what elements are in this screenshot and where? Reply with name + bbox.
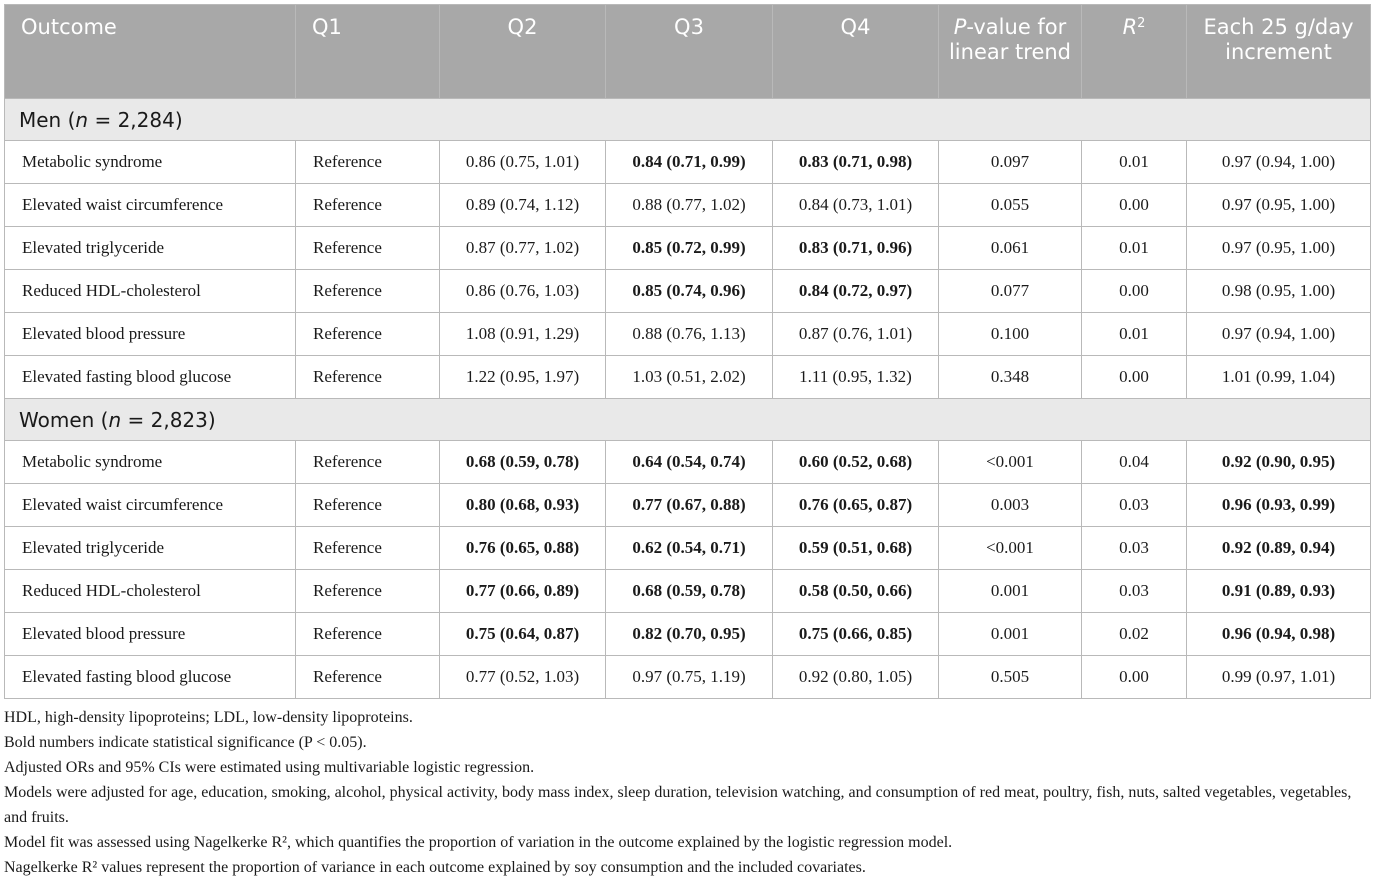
cell-increment: 0.96 (0.94, 0.98) [1187, 613, 1371, 656]
table-row [5, 270, 1371, 313]
group-label [5, 399, 1371, 441]
table-row [5, 656, 1371, 699]
cell-q1: Reference [296, 527, 440, 570]
cell-q1: Reference [296, 270, 440, 313]
cell-q2: 0.68 (0.59, 0.78) [440, 441, 606, 484]
cell-p-value: 0.077 [939, 270, 1082, 313]
cell-r-squared: 0.00 [1082, 656, 1187, 699]
footnote: Model fit was assessed using Nagelkerke R², which quantifies the proportion of variation in the outcome explained by the logistic regression model. [4, 834, 953, 851]
cell-outcome: Elevated triglyceride [5, 227, 296, 270]
table-footnotes [4, 705, 1370, 880]
cell-q1: Reference [296, 484, 440, 527]
cell-q4: 0.83 (0.71, 0.96) [773, 227, 939, 270]
cell-increment: 0.96 (0.93, 0.99) [1187, 484, 1371, 527]
footnote: Models were adjusted for age, education, smoking, alcohol, physical activity, body mass index, sleep duration, television watching, and consumption of red meat, poultry, fish, nuts, salted vegetables, vegetables, and fruits. [4, 784, 1352, 826]
group-label-n: n [75, 107, 89, 132]
cell-r-squared: 0.02 [1082, 613, 1187, 656]
cell-q2: 0.87 (0.77, 1.02) [440, 227, 606, 270]
cell-outcome: Reduced HDL-cholesterol [5, 570, 296, 613]
cell-increment: 0.97 (0.95, 1.00) [1187, 184, 1371, 227]
header-p-value [939, 5, 1082, 99]
table-row [5, 441, 1371, 484]
table-row [5, 484, 1371, 527]
cell-q3: 0.62 (0.54, 0.71) [606, 527, 773, 570]
cell-q3: 1.03 (0.51, 2.02) [606, 356, 773, 399]
cell-q3: 0.85 (0.74, 0.96) [606, 270, 773, 313]
header-r-sup: 2 [1137, 16, 1146, 31]
header-outcome: Outcome [5, 5, 296, 99]
cell-q3: 0.85 (0.72, 0.99) [606, 227, 773, 270]
cell-r-squared: 0.03 [1082, 527, 1187, 570]
cell-outcome: Elevated waist circumference [5, 184, 296, 227]
cell-r-squared: 0.00 [1082, 356, 1187, 399]
group-label-suffix: = 2,823) [121, 407, 216, 432]
header-q3: Q3 [606, 5, 773, 99]
cell-q2: 0.86 (0.75, 1.01) [440, 141, 606, 184]
cell-q4: 0.84 (0.73, 1.01) [773, 184, 939, 227]
cell-r-squared: 0.03 [1082, 484, 1187, 527]
footnote: Nagelkerke R² values represent the proportion of variance in each outcome explained by soy consumption and the included covariates. [4, 859, 866, 876]
cell-q4: 0.59 (0.51, 0.68) [773, 527, 939, 570]
cell-q2: 0.89 (0.74, 1.12) [440, 184, 606, 227]
cell-p-value: <0.001 [939, 441, 1082, 484]
table-row [5, 613, 1371, 656]
cell-increment: 1.01 (0.99, 1.04) [1187, 356, 1371, 399]
cell-increment: 0.97 (0.94, 1.00) [1187, 141, 1371, 184]
cell-increment: 0.99 (0.97, 1.01) [1187, 656, 1371, 699]
cell-p-value: 0.100 [939, 313, 1082, 356]
cell-q1: Reference [296, 613, 440, 656]
cell-r-squared: 0.04 [1082, 441, 1187, 484]
cell-q1: Reference [296, 570, 440, 613]
cell-r-squared: 0.01 [1082, 141, 1187, 184]
cell-q3: 0.84 (0.71, 0.99) [606, 141, 773, 184]
cell-q1: Reference [296, 184, 440, 227]
cell-p-value: 0.348 [939, 356, 1082, 399]
cell-q2: 0.77 (0.52, 1.03) [440, 656, 606, 699]
cell-q3: 0.97 (0.75, 1.19) [606, 656, 773, 699]
table-header [5, 5, 1371, 99]
header-r-squared [1082, 5, 1187, 99]
cell-increment: 0.98 (0.95, 1.00) [1187, 270, 1371, 313]
group-label-prefix: Women ( [19, 407, 109, 432]
cell-q4: 1.11 (0.95, 1.32) [773, 356, 939, 399]
cell-outcome: Elevated blood pressure [5, 613, 296, 656]
cell-q3: 0.68 (0.59, 0.78) [606, 570, 773, 613]
table-row [5, 141, 1371, 184]
cell-q4: 0.87 (0.76, 1.01) [773, 313, 939, 356]
cell-q4: 0.92 (0.80, 1.05) [773, 656, 939, 699]
cell-outcome: Elevated fasting blood glucose [5, 356, 296, 399]
header-increment: Each 25 g/day increment [1187, 5, 1371, 99]
cell-r-squared: 0.01 [1082, 313, 1187, 356]
cell-q3: 0.88 (0.76, 1.13) [606, 313, 773, 356]
cell-increment: 0.91 (0.89, 0.93) [1187, 570, 1371, 613]
cell-q3: 0.88 (0.77, 1.02) [606, 184, 773, 227]
cell-q3: 0.82 (0.70, 0.95) [606, 613, 773, 656]
cell-p-value: 0.055 [939, 184, 1082, 227]
cell-q2: 0.80 (0.68, 0.93) [440, 484, 606, 527]
header-q2: Q2 [440, 5, 606, 99]
cell-r-squared: 0.00 [1082, 184, 1187, 227]
cell-increment: 0.92 (0.90, 0.95) [1187, 441, 1371, 484]
cell-q3: 0.64 (0.54, 0.74) [606, 441, 773, 484]
cell-outcome: Elevated blood pressure [5, 313, 296, 356]
cell-q1: Reference [296, 656, 440, 699]
cell-p-value: 0.097 [939, 141, 1082, 184]
group-label-n: n [108, 407, 122, 432]
group-label [5, 99, 1371, 141]
cell-q4: 0.60 (0.52, 0.68) [773, 441, 939, 484]
cell-q1: Reference [296, 227, 440, 270]
cell-q1: Reference [296, 313, 440, 356]
group-label-prefix: Men ( [19, 107, 76, 132]
cell-q2: 0.75 (0.64, 0.87) [440, 613, 606, 656]
cell-q1: Reference [296, 356, 440, 399]
cell-outcome: Reduced HDL-cholesterol [5, 270, 296, 313]
cell-q4: 0.76 (0.65, 0.87) [773, 484, 939, 527]
cell-q4: 0.58 (0.50, 0.66) [773, 570, 939, 613]
header-p-rest: -value for linear trend [948, 15, 1072, 64]
table-row [5, 356, 1371, 399]
table-row [5, 527, 1371, 570]
cell-q4: 0.83 (0.71, 0.98) [773, 141, 939, 184]
cell-outcome: Elevated triglyceride [5, 527, 296, 570]
footnote: Bold numbers indicate statistical significance (P < 0.05). [4, 734, 367, 751]
cell-outcome: Metabolic syndrome [5, 141, 296, 184]
cell-p-value: 0.001 [939, 613, 1082, 656]
cell-r-squared: 0.03 [1082, 570, 1187, 613]
cell-r-squared: 0.00 [1082, 270, 1187, 313]
group-label-suffix: = 2,284) [88, 107, 183, 132]
cell-q2: 0.76 (0.65, 0.88) [440, 527, 606, 570]
cell-p-value: 0.505 [939, 656, 1082, 699]
cell-outcome: Metabolic syndrome [5, 441, 296, 484]
cell-q2: 0.77 (0.66, 0.89) [440, 570, 606, 613]
cell-q2: 1.08 (0.91, 1.29) [440, 313, 606, 356]
cell-outcome: Elevated waist circumference [5, 484, 296, 527]
header-q4: Q4 [773, 5, 939, 99]
header-q1: Q1 [296, 5, 440, 99]
cell-q4: 0.84 (0.72, 0.97) [773, 270, 939, 313]
odds-ratio-table [4, 4, 1371, 699]
cell-q2: 1.22 (0.95, 1.97) [440, 356, 606, 399]
cell-p-value: <0.001 [939, 527, 1082, 570]
footnote: Adjusted ORs and 95% CIs were estimated using multivariable logistic regression. [4, 759, 535, 776]
group-header-row [5, 99, 1371, 141]
cell-p-value: 0.001 [939, 570, 1082, 613]
cell-q4: 0.75 (0.66, 0.85) [773, 613, 939, 656]
cell-outcome: Elevated fasting blood glucose [5, 656, 296, 699]
table-row [5, 313, 1371, 356]
cell-increment: 0.92 (0.89, 0.94) [1187, 527, 1371, 570]
table-row [5, 184, 1371, 227]
table-row [5, 227, 1371, 270]
cell-increment: 0.97 (0.95, 1.00) [1187, 227, 1371, 270]
cell-p-value: 0.061 [939, 227, 1082, 270]
results-table-container [4, 4, 1370, 880]
table-body [5, 99, 1371, 699]
header-r-letter: R [1122, 15, 1138, 39]
header-p-italic: P [953, 15, 967, 39]
table-row [5, 570, 1371, 613]
cell-q1: Reference [296, 441, 440, 484]
group-header-row [5, 399, 1371, 441]
cell-increment: 0.97 (0.94, 1.00) [1187, 313, 1371, 356]
cell-q2: 0.86 (0.76, 1.03) [440, 270, 606, 313]
cell-q1: Reference [296, 141, 440, 184]
cell-r-squared: 0.01 [1082, 227, 1187, 270]
footnote: HDL, high-density lipoproteins; LDL, low-density lipoproteins. [4, 709, 413, 726]
cell-q3: 0.77 (0.67, 0.88) [606, 484, 773, 527]
cell-p-value: 0.003 [939, 484, 1082, 527]
